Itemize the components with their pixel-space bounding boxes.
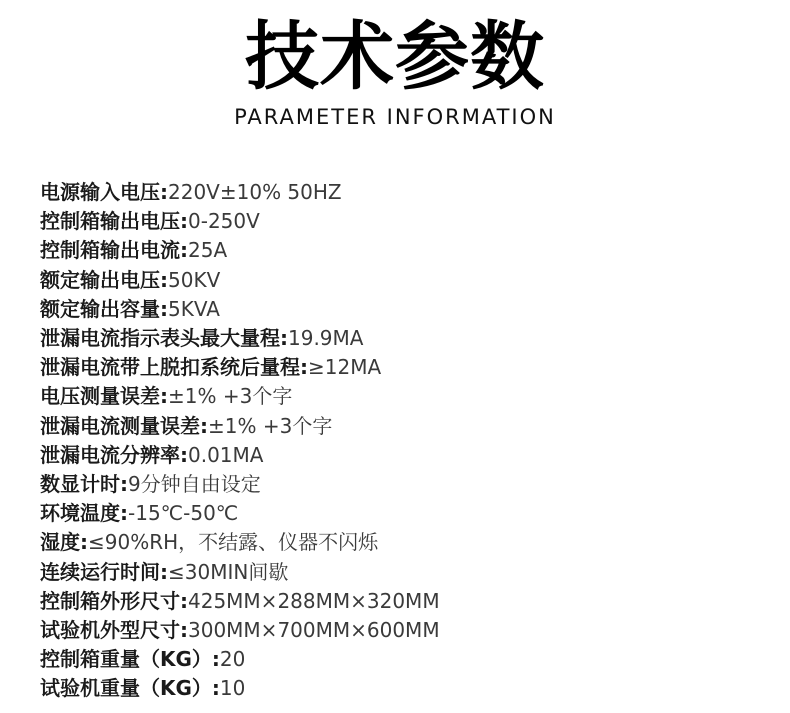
parameter-row	[40, 441, 760, 470]
parameter-row	[40, 499, 760, 528]
parameter-label: 环境温度:	[40, 501, 128, 526]
parameter-row	[40, 207, 760, 236]
parameter-value: 425MM×288MM×320MM	[188, 588, 440, 613]
parameter-value: ≥12MA	[308, 355, 382, 380]
parameter-value: 20	[219, 647, 246, 672]
parameter-label: 试验机外型尺寸:	[40, 618, 188, 643]
parameter-value: 19.9MA	[288, 326, 364, 351]
parameter-value: 25A	[188, 238, 228, 263]
parameter-value: -15℃-50℃	[128, 501, 239, 526]
parameter-value: 9分钟自由设定	[128, 472, 261, 497]
parameter-row	[40, 266, 760, 295]
parameter-label: 电源输入电压:	[40, 180, 168, 204]
parameter-label: 额定输出电压:	[40, 267, 168, 292]
parameter-label: 数显计时:	[40, 472, 128, 497]
parameter-label: 额定输出容量:	[40, 296, 168, 321]
parameter-label: 试验机重量（KG）:	[40, 676, 220, 701]
parameter-label: 电压测量误差:	[40, 384, 168, 409]
parameter-label: 控制箱重量（KG）:	[40, 647, 220, 672]
parameter-label: 泄漏电流指示表头最大量程:	[40, 326, 288, 351]
parameter-value: 5KVA	[168, 296, 220, 321]
parameter-row	[40, 412, 760, 441]
header	[0, 0, 790, 130]
parameter-label: 控制箱外形尺寸:	[40, 588, 188, 613]
parameter-row	[40, 324, 760, 353]
parameter-label: 连续运行时间:	[40, 559, 168, 584]
parameter-value: 10	[219, 676, 246, 701]
parameter-row	[40, 674, 760, 703]
parameter-row	[40, 178, 760, 207]
parameter-value: 0-250V	[188, 209, 260, 234]
page-title: 技术参数	[245, 14, 545, 100]
parameter-label: 控制箱输出电流:	[40, 238, 188, 263]
parameter-row	[40, 295, 760, 324]
parameter-value: ±1% +3个字	[168, 384, 293, 409]
parameter-row	[40, 236, 760, 265]
parameter-value: ≤90%RH，不结露、仪器不闪烁	[88, 530, 379, 555]
parameter-row	[40, 616, 760, 645]
page-subtitle: PARAMETER INFORMATION	[234, 105, 556, 129]
parameter-value: 50KV	[168, 267, 221, 292]
parameter-value: 300MM×700MM×600MM	[188, 618, 440, 643]
parameter-label: 泄漏电流带上脱扣系统后量程:	[40, 355, 308, 380]
parameter-value: ≤30MIN间歇	[168, 559, 289, 584]
parameter-label: 控制箱输出电压:	[40, 209, 188, 234]
parameter-value: 0.01MA	[188, 442, 264, 467]
parameter-row	[40, 382, 760, 411]
parameter-row	[40, 470, 760, 499]
parameter-row	[40, 645, 760, 674]
parameter-label: 泄漏电流分辨率:	[40, 442, 188, 467]
parameter-list	[40, 178, 760, 704]
parameter-row	[40, 528, 760, 557]
parameter-row	[40, 353, 760, 382]
parameter-row	[40, 558, 760, 587]
parameter-label: 湿度:	[40, 530, 88, 555]
parameter-row	[40, 587, 760, 616]
parameter-value: 220V±10% 50HZ	[168, 180, 342, 204]
parameter-label: 泄漏电流测量误差:	[40, 413, 208, 438]
parameter-value: ±1% +3个字	[208, 413, 333, 438]
